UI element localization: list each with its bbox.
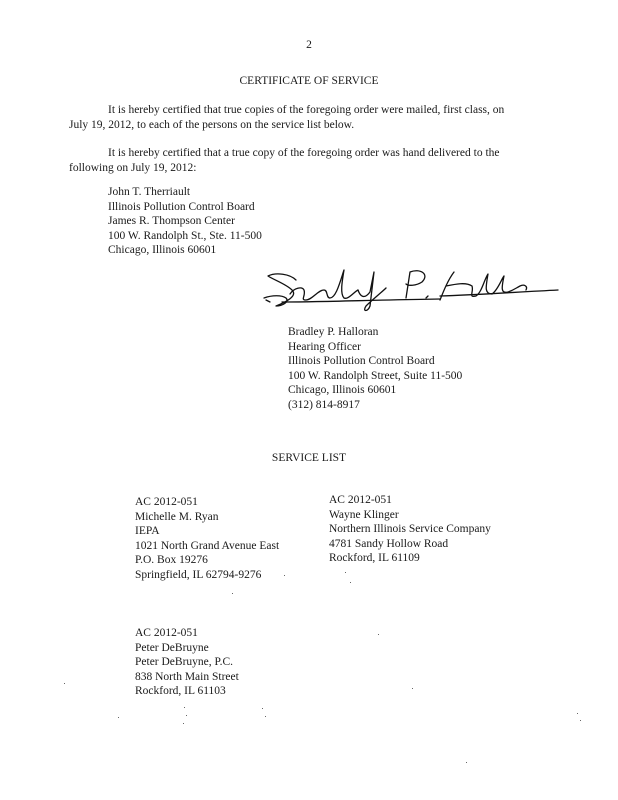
service-recipient-3 bbox=[135, 626, 239, 699]
signer-name: Bradley P. Halloran bbox=[288, 326, 379, 338]
signer-phone: (312) 814-8917 bbox=[288, 398, 360, 411]
recipient-line: Rockford, IL 61103 bbox=[135, 685, 226, 697]
mailing-paragraph-line-2: July 19, 2012, to each of the persons on the service list below. bbox=[69, 119, 355, 131]
signer-street: 100 W. Randolph Street, Suite 11-500 bbox=[288, 369, 463, 382]
recipient-line: Peter DeBruyne bbox=[135, 641, 209, 654]
signature-block bbox=[288, 325, 462, 412]
recipient-line: Wayne Klinger bbox=[329, 508, 399, 521]
recipient-line: Michelle M. Ryan bbox=[135, 510, 219, 523]
recipient-line: Rockford, IL 61109 bbox=[329, 552, 420, 564]
page-number: 2 bbox=[306, 39, 312, 51]
address-line: 100 W. Randolph St., Ste. 11-500 bbox=[108, 229, 262, 242]
recipient-line: AC 2012-051 bbox=[329, 494, 392, 506]
recipient-line: AC 2012-051 bbox=[135, 496, 198, 508]
delivery-paragraph-line-2: following on July 19, 2012: bbox=[69, 162, 197, 174]
signer-title: Hearing Officer bbox=[288, 340, 361, 353]
delivery-paragraph-line-1: It is hereby certified that a true copy of the foregoing order was hand delivered to the bbox=[108, 147, 500, 159]
address-line: James R. Thompson Center bbox=[108, 215, 235, 227]
recipient-line: P.O. Box 19276 bbox=[135, 554, 208, 566]
handwritten-signature bbox=[262, 262, 562, 314]
address-line: Chicago, Illinois 60601 bbox=[108, 244, 217, 256]
recipient-line: Peter DeBruyne, P.C. bbox=[135, 656, 234, 668]
delivered-to-address bbox=[108, 185, 262, 258]
address-line: John T. Therriault bbox=[108, 186, 191, 198]
recipient-line: IEPA bbox=[135, 525, 160, 537]
recipient-line: Northern Illinois Service Company bbox=[329, 523, 491, 535]
mailing-paragraph-line-1: It is hereby certified that true copies of the foregoing order were mailed, first class, on bbox=[108, 104, 505, 116]
recipient-line: AC 2012-051 bbox=[135, 627, 198, 639]
service-recipient-1 bbox=[135, 495, 279, 582]
recipient-line: 1021 North Grand Avenue East bbox=[135, 539, 280, 552]
signer-city: Chicago, Illinois 60601 bbox=[288, 384, 397, 396]
address-line: Illinois Pollution Control Board bbox=[108, 200, 255, 213]
recipient-line: 4781 Sandy Hollow Road bbox=[329, 537, 449, 550]
recipient-line: 838 North Main Street bbox=[135, 670, 239, 683]
certificate-heading: CERTIFICATE OF SERVICE bbox=[239, 75, 379, 87]
recipient-line: Springfield, IL 62794-9276 bbox=[135, 568, 262, 581]
service-recipient-2 bbox=[329, 493, 491, 566]
signer-organization: Illinois Pollution Control Board bbox=[288, 355, 435, 367]
service-list-heading: SERVICE LIST bbox=[271, 452, 347, 464]
